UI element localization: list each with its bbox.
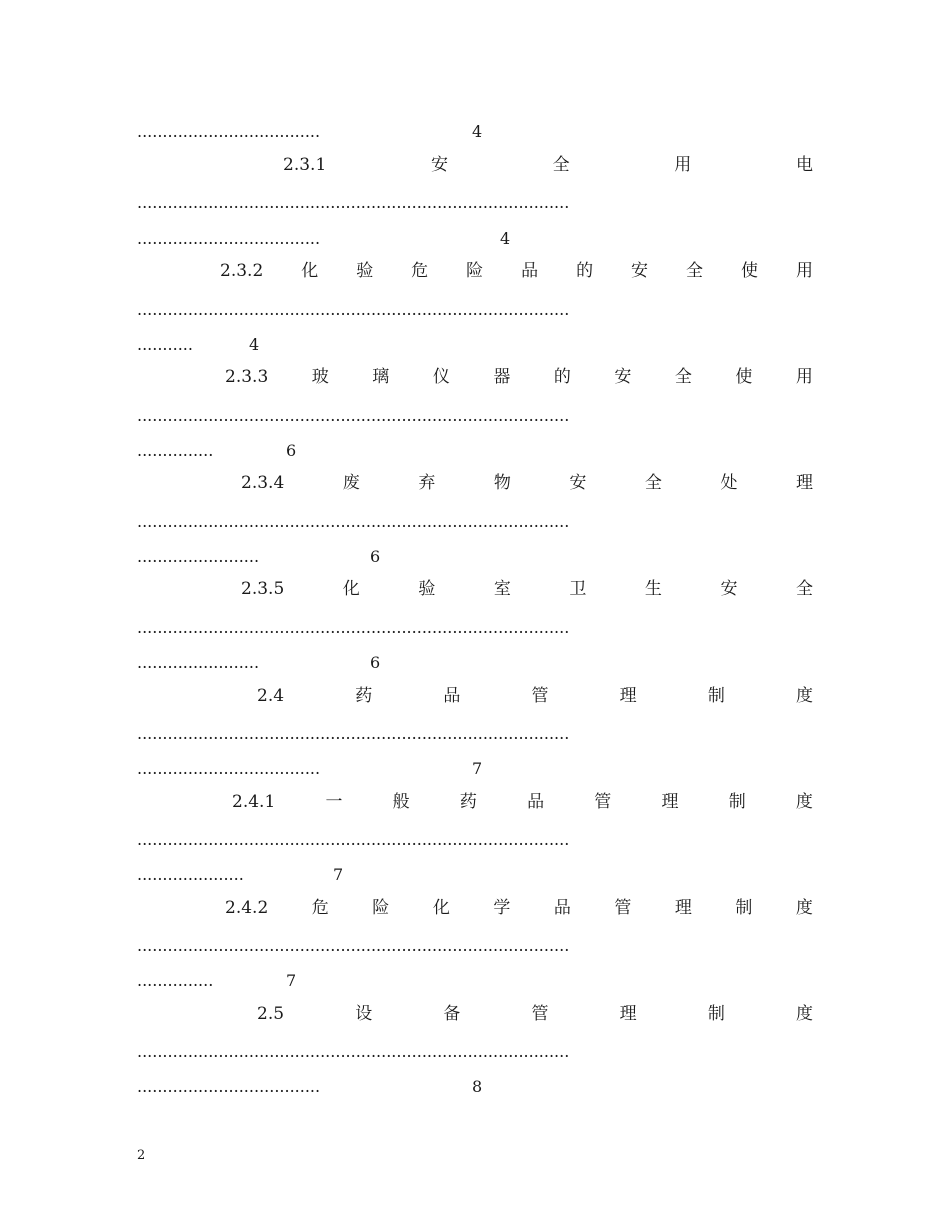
toc-entry-heading[interactable]: 2.5 设 备 管 理 制 度 (257, 1004, 813, 1024)
toc-page-number: 7 (472, 759, 483, 778)
toc-entry-heading[interactable]: 2.3.3 玻 璃 仪 器 的 安 全 使 用 (225, 367, 813, 387)
toc-entry-heading[interactable]: 2.3.4 废 弃 物 安 全 处 理 (241, 473, 813, 493)
toc-page-number: 7 (333, 865, 344, 884)
toc-page-number: 6 (370, 653, 381, 672)
toc-leader-dots: ..................................................................................... (137, 193, 570, 212)
toc-page-number: 6 (286, 441, 297, 460)
toc-page-number: 4 (249, 335, 260, 354)
toc-leader-dots: .................................... (137, 229, 321, 248)
toc-leader-dots: ..................................................................................... (137, 618, 570, 637)
toc-entry-heading[interactable]: 2.3.1 安 全 用 电 (283, 155, 813, 175)
toc-leader-dots: ........... (137, 335, 193, 354)
toc-leader-dots: .................................... (137, 1077, 321, 1096)
toc-leader-dots: ..................................................................................... (137, 936, 570, 955)
toc-page-number: 8 (472, 1077, 483, 1096)
toc-section-number: 2.3.4 (241, 473, 285, 493)
toc-section-number: 2.4.1 (232, 792, 276, 812)
toc-section-number: 2.3.5 (241, 579, 285, 599)
toc-section-number: 2.4.2 (225, 898, 269, 918)
footer-page-number: 2 (137, 1148, 146, 1163)
toc-page-number: 4 (500, 229, 511, 248)
toc-leader-dots: ..................................................................................... (137, 830, 570, 849)
toc-section-number: 2.3.1 (283, 155, 327, 175)
toc-leader-dots: ..................... (137, 865, 244, 884)
toc-leader-dots: ..................................................................................... (137, 406, 570, 425)
toc-leader-dots: ..................................................................................... (137, 724, 570, 743)
toc-leader-dots: .................................... (137, 759, 321, 778)
toc-section-number: 2.5 (257, 1004, 285, 1024)
toc-entry-heading[interactable]: 2.4.2 危 险 化 学 品 管 理 制 度 (225, 898, 813, 918)
toc-entry-heading[interactable]: 2.4 药 品 管 理 制 度 (257, 686, 813, 706)
toc-leader-dots: ........................ (137, 653, 260, 672)
toc-leader-dots: ..................................................................................... (137, 1042, 570, 1061)
toc-entry-heading[interactable]: 2.4.1 一 般 药 品 管 理 制 度 (232, 792, 813, 812)
toc-entry-heading[interactable]: 2.3.5 化 验 室 卫 生 安 全 (241, 579, 813, 599)
toc-entry-heading[interactable]: 2.3.2 化 验 危 险 品 的 安 全 使 用 (220, 261, 813, 281)
toc-leader-dots: ........................ (137, 547, 260, 566)
toc-section-number: 2.4 (257, 686, 285, 706)
toc-page-number: 4 (472, 122, 483, 141)
toc-section-number: 2.3.3 (225, 367, 269, 387)
toc-leader-dots: ............... (137, 971, 214, 990)
toc-leader-dots: ..................................................................................... (137, 300, 570, 319)
toc-section-number: 2.3.2 (220, 261, 264, 281)
toc-leader-dots: ..................................................................................... (137, 512, 570, 531)
toc-page-number: 7 (286, 971, 297, 990)
toc-leader-dots: ............... (137, 441, 214, 460)
toc-page-number: 6 (370, 547, 381, 566)
toc-leader-dots: .................................... (137, 122, 321, 141)
